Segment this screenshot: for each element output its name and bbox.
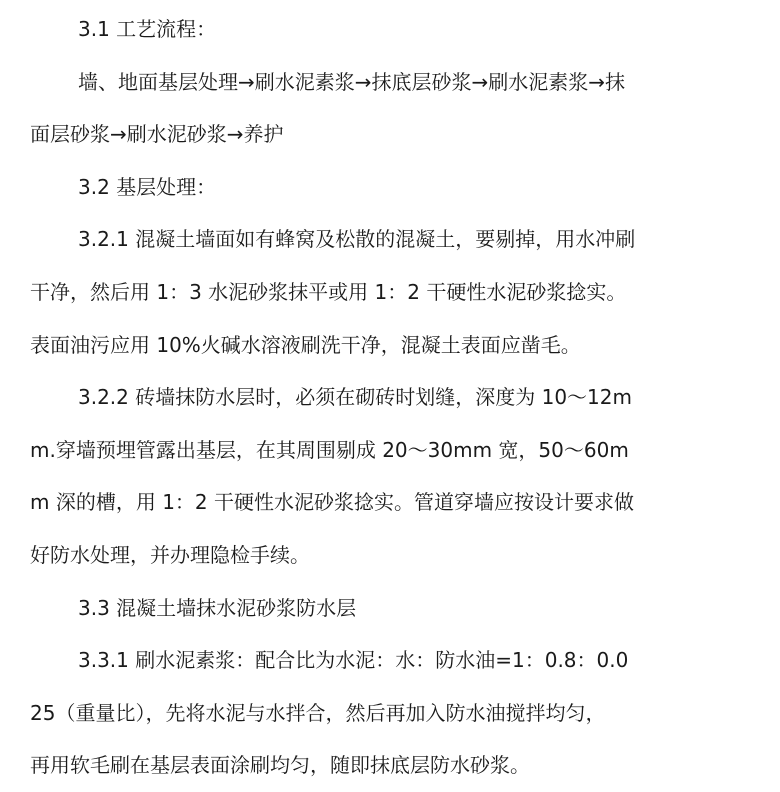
paragraph-3-3-1-line: 3.3.1 刷水泥素浆：配合比为水泥：水：防水油=1：0.8：0.0 — [78, 648, 629, 673]
section-heading-3-3: 3.3 混凝土墙抹水泥砂浆防水层 — [78, 595, 357, 620]
paragraph-3-2-1-line: 表面油污应用 10%火碱水溶液刷洗干净，混凝土表面应凿毛。 — [30, 332, 581, 357]
process-flow-line-cont: 面层砂浆→刷水泥砂浆→养护 — [30, 122, 284, 147]
section-heading-3-1: 3.1 工艺流程： — [78, 17, 217, 41]
paragraph-3-2-1-line: 3.2.1 混凝土墙面如有蜂窝及松散的混凝土，要剔掉，用水冲刷 — [78, 227, 636, 252]
paragraph-3-3-1-line: 25（重量比），先将水泥与水拌合，然后再加入防水油搅拌均匀， — [30, 700, 606, 725]
process-flow-line: 墙、地面基层处理→刷水泥素浆→抹底层砂浆→刷水泥素浆→抹 — [78, 69, 626, 94]
paragraph-3-2-2-line: 3.2.2 砖墙抹防水层时，必须在砌砖时划缝，深度为 10～12m — [78, 385, 632, 410]
paragraph-3-2-2-line: m 深的槽，用 1：2 干硬性水泥砂浆捻实。管道穿墙应按设计要求做 — [30, 490, 635, 515]
paragraph-3-2-1-line: 干净，然后用 1：3 水泥砂浆抹平或用 1：2 干硬性水泥砂浆捻实。 — [30, 279, 627, 304]
section-heading-3-2: 3.2 基层处理： — [78, 174, 217, 199]
paragraph-3-2-2-line: m.穿墙预埋管露出基层，在其周围剔成 20～30mm 宽，50～60m — [30, 437, 629, 462]
paragraph-3-3-1-line: 再用软毛刷在基层表面涂刷均匀，随即抹底层防水砂浆。 — [30, 753, 530, 778]
paragraph-3-2-2-line: 好防水处理，并办理隐检手续。 — [30, 542, 310, 567]
